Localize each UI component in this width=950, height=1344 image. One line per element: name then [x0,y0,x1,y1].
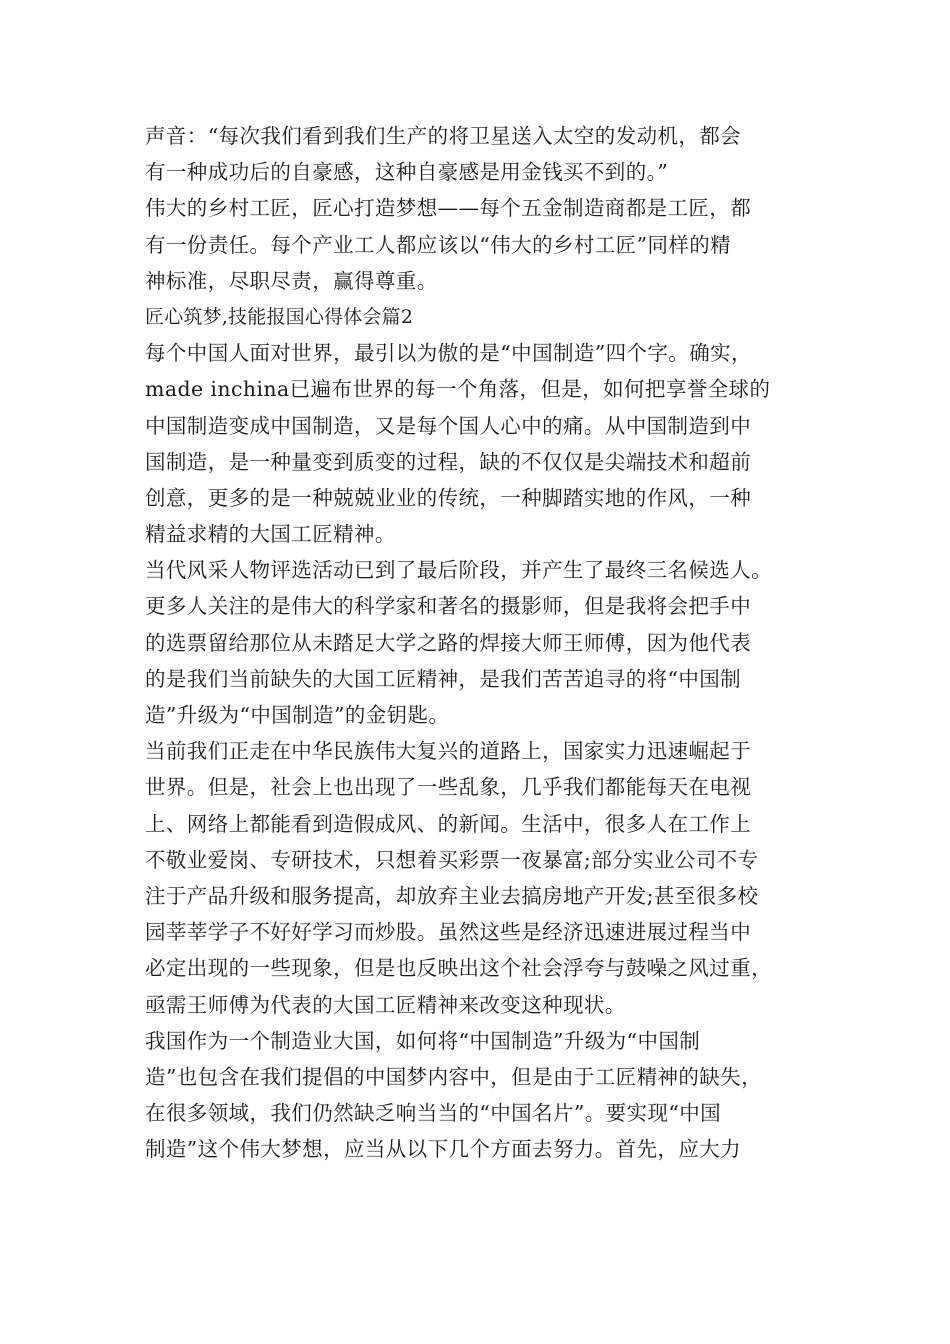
text-line: 亟需王师傅为代表的大国工匠精神来改变这种现状。 [145,992,626,1017]
section-heading: 匠心筑梦,技能报国心得体会篇2 [145,305,414,328]
text-line: 注于产品升级和服务提高，却放弃主业去搞房地产开发;甚至很多校 [145,883,759,908]
text-line: 伟大的乡村工匠，匠心打造梦想——每个五金制造商都是工匠，都 [145,196,752,221]
text-line: 国制造，是一种量变到质变的过程，缺的不仅仅是尖端技术和超前 [145,449,752,474]
text-line: 的是我们当前缺失的大国工匠精神，是我们苦苦追寻的将“中国制 [145,666,742,691]
text-line: 更多人关注的是伟大的科学家和著名的摄影师，但是我将会把手中 [145,594,752,619]
text-line: 必定出现的一些现象，但是也反映出这个社会浮夸与鼓噪之风过重， [145,956,772,981]
text-line: 有一种成功后的自豪感，这种自豪感是用金钱买不到的。” [145,160,669,185]
text-line: 制造”这个伟大梦想，应当从以下几个方面去努力。首先，应大力 [145,1137,742,1162]
document-body [145,118,825,1167]
text-line: 园莘莘学子不好好学习而炒股。虽然这些是经济迅速进展过程当中 [145,920,752,945]
text-line: 声音：“每次我们看到我们生产的将卫星送入太空的发动机，都会 [145,124,742,148]
text-line: 上、网络上都能看到造假成风、的新闻。生活中，很多人在工作上 [145,811,752,836]
text-line: 中国制造变成中国制造，又是每个国人心中的痛。从中国制造到中 [145,413,752,438]
text-line: 有一份责任。每个产业工人都应该以“伟大的乡村工匠”同样的精 [145,232,732,257]
text-line: 精益求精的大国工匠精神。 [145,522,396,547]
text-line: 的选票留给那位从未踏足大学之路的焊接大师王师傅，因为他代表 [145,630,752,655]
text-line: 当前我们正走在中华民族伟大复兴的道路上，国家实力迅速崛起于 [145,739,752,764]
text-line: made inchina已遍布世界的每一个角落，但是，如何把享誉全球的 [145,377,771,402]
text-line: 不敬业爱岗、专研技术，只想着买彩票一夜暴富;部分实业公司不专 [145,847,759,872]
text-line: 世界。但是，社会上也出现了一些乱象，几乎我们都能每天在电视 [145,775,752,800]
text-line: 我国作为一个制造业大国，如何将“中国制造”升级为“中国制 [145,1028,701,1053]
text-line: 创意，更多的是一种兢兢业业的传统，一种脚踏实地的作风，一种 [145,485,752,510]
text-line: 在很多领域，我们仍然缺乏响当当的“中国名片”。要实现“中国 [145,1101,722,1126]
text-line: 当代风采人物评选活动已到了最后阶段，并产生了最终三名候选人。 [145,558,772,583]
text-line: 造”也包含在我们提倡的中国梦内容中，但是由于工匠精神的缺失， [145,1064,762,1089]
text-line: 每个中国人面对世界，最引以为傲的是“中国制造”四个字。确实， [145,341,752,366]
text-line: 神标准，尽职尽责，赢得尊重。 [145,268,438,293]
text-line: 造”升级为“中国制造”的金钥匙。 [145,703,450,727]
